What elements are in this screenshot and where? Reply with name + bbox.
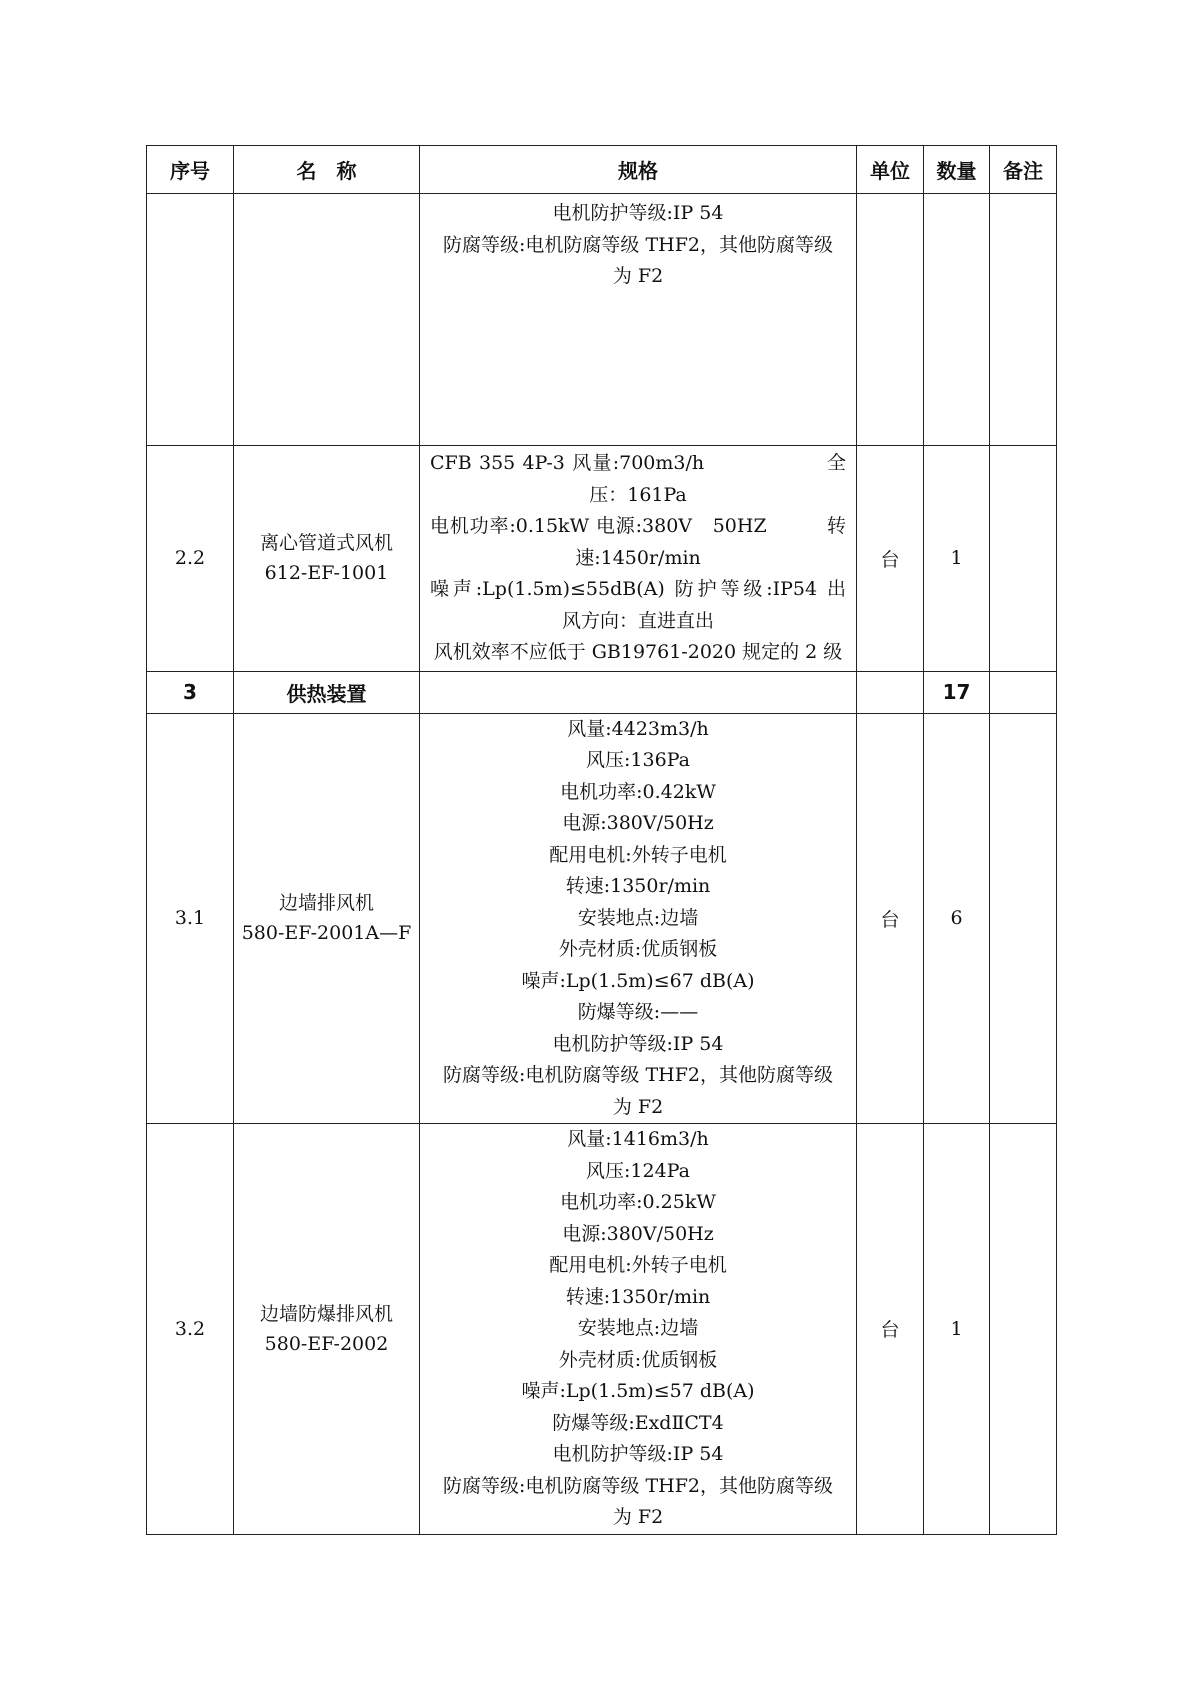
spec-line: 外壳材质:优质钢板: [558, 938, 718, 960]
cell-unit: [857, 194, 924, 446]
spec-line: 外壳材质:优质钢板: [558, 1348, 718, 1371]
cell-qty: 17: [924, 671, 990, 713]
spec-line: 安装地点:边墙: [577, 906, 699, 929]
spec-line: 风方向：直进直出: [561, 609, 714, 632]
table-row: [147, 446, 1057, 672]
header-unit: 单位: [857, 146, 924, 194]
cell-note: [990, 446, 1057, 672]
equipment-name: 离心管道式风机: [259, 532, 393, 555]
spec-line: 电机防护等级:IP 54: [552, 1032, 724, 1055]
spec-line: 为 F2: [612, 265, 664, 287]
cell-unit: 台: [857, 446, 924, 672]
spec-line: 电机防护等级:IP 54: [552, 1443, 724, 1465]
table-row: [147, 194, 1057, 446]
spec-line: 安装地点:边墙: [577, 1317, 699, 1339]
spec-line: 防腐等级:电机防腐等级 THF2，其他防腐等级: [443, 233, 833, 256]
spec-line: 电机防护等级:IP 54: [552, 202, 724, 224]
spec-line: 噪声:Lp(1.5m)≤67 dB(A): [521, 969, 755, 992]
equipment-tag: 580-EF-2001A—F: [241, 922, 412, 945]
cell-spec: [420, 713, 857, 1124]
equipment-name: 边墙排风机: [278, 892, 374, 915]
spec-line: 电机功率:0.42kW: [560, 780, 716, 803]
spec-line: 电源:380V/50Hz: [562, 812, 714, 834]
cell-index: [147, 194, 234, 446]
equipment-spec-table: [146, 145, 1057, 1535]
header-index: 序号: [147, 146, 234, 194]
cell-spec: [420, 446, 857, 672]
spec-line: 噪声:Lp(1.5m)≤57 dB(A): [521, 1380, 755, 1402]
header-note: 备注: [990, 146, 1057, 194]
spec-line: 电源:380V/50Hz: [562, 1222, 714, 1245]
spec-line: 风量:1416m3/h: [567, 1128, 709, 1150]
cell-unit: 台: [857, 713, 924, 1124]
cell-note: [990, 1124, 1057, 1535]
spec-line: 压：161Pa: [589, 483, 687, 506]
cell-qty: [924, 194, 990, 446]
cell-index: 3: [147, 671, 234, 713]
spec-line: CFB 355 4P-3 风量:700m3/h 全: [430, 452, 846, 474]
cell-unit: 台: [857, 1124, 924, 1535]
spec-line: 电机功率:0.25kW: [560, 1191, 716, 1213]
spec-line: 配用电机:外转子电机: [549, 1254, 727, 1276]
cell-index: 3.2: [147, 1124, 234, 1535]
cell-note: [990, 713, 1057, 1124]
spec-line: 配用电机:外转子电机: [549, 843, 727, 866]
cell-qty: 1: [924, 1124, 990, 1535]
table-header-row: [147, 146, 1057, 194]
cell-index: 2.2: [147, 446, 234, 672]
equipment-tag: 580-EF-2002: [264, 1332, 389, 1355]
spec-line: 防腐等级:电机防腐等级 THF2，其他防腐等级: [443, 1474, 833, 1497]
header-qty: 数量: [924, 146, 990, 194]
cell-spec: [420, 671, 857, 713]
spec-line: 电机功率:0.15kW 电源:380V 50HZ 转: [430, 515, 846, 537]
spec-line: 风机效率不应低于 GB19761-2020 规定的 2 级: [433, 641, 843, 663]
table-row: [147, 1124, 1057, 1535]
cell-spec: [420, 194, 857, 446]
spec-line: 防爆等级:ExdⅡCT4: [552, 1411, 724, 1434]
table-section-row: [147, 671, 1057, 713]
cell-qty: 6: [924, 713, 990, 1124]
cell-spec: [420, 1124, 857, 1535]
cell-name: [234, 1124, 420, 1535]
cell-note: [990, 194, 1057, 446]
spec-line: 速:1450r/min: [575, 546, 701, 569]
spec-line: 风量:4423m3/h: [567, 717, 709, 740]
header-spec: 规格: [420, 146, 857, 194]
spec-line: 转速:1350r/min: [565, 1285, 711, 1308]
spec-line: 防腐等级:电机防腐等级 THF2，其他防腐等级: [443, 1064, 833, 1086]
table-row: [147, 713, 1057, 1124]
cell-name: [234, 713, 420, 1124]
equipment-name: 边墙防爆排风机: [259, 1302, 393, 1325]
cell-note: [990, 671, 1057, 713]
equipment-tag: 612-EF-1001: [264, 562, 389, 585]
spec-line: 防爆等级:——: [577, 1001, 699, 1023]
spec-line: 风压:124Pa: [586, 1159, 690, 1182]
cell-name: [234, 194, 420, 446]
cell-name: [234, 446, 420, 672]
spec-line: 为 F2: [612, 1095, 664, 1118]
cell-name: 供热装置: [234, 671, 420, 713]
cell-index: 3.1: [147, 713, 234, 1124]
spec-line: 风压:136Pa: [586, 749, 690, 771]
header-name: 名 称: [234, 146, 420, 194]
spec-line: 噪声:Lp(1.5m)≤55dB(A) 防护等级:IP54 出: [430, 578, 846, 600]
spec-line: 转速:1350r/min: [565, 875, 711, 897]
cell-qty: 1: [924, 446, 990, 672]
spec-line: 为 F2: [612, 1506, 664, 1528]
cell-unit: [857, 671, 924, 713]
